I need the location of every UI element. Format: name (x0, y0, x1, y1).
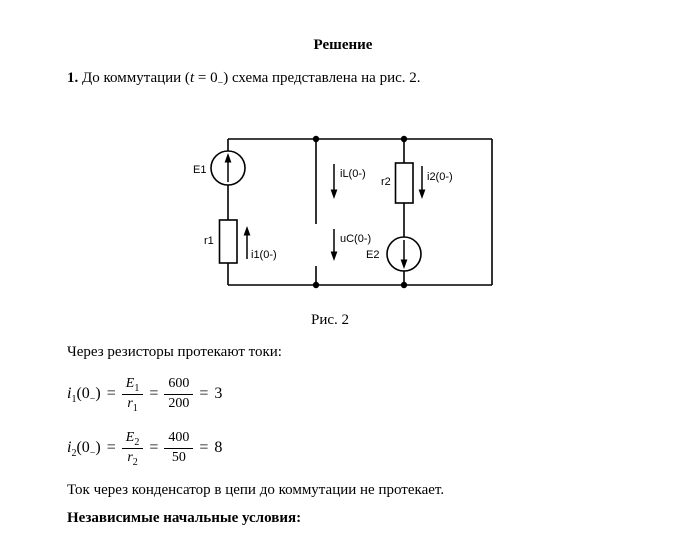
numeric-fraction: $\frac{600}{200}$ (164, 376, 193, 411)
figure-caption: Рис. 2 (310, 312, 350, 328)
label-iL: iL(0-) (340, 168, 366, 180)
equation-i1 (67, 372, 222, 416)
equals-sign: = (149, 385, 159, 402)
label-r2: r2 (381, 176, 391, 188)
intro-text-post: ) схема представлена на рис. 2. (223, 70, 421, 86)
current-i1-arrow-icon (244, 226, 251, 259)
current-i2-arrow-icon (419, 166, 426, 199)
equals-sign: = (199, 385, 209, 402)
eq-lhs: $i_1(0_-)$ (67, 385, 101, 405)
capacitor-current-paragraph: Ток через конденсатор в цепи до коммутации не протекает. (67, 482, 445, 498)
list-number: 1. (67, 70, 79, 86)
equation-i2 (67, 426, 222, 470)
resistor-r2-symbol (396, 163, 414, 203)
eq-lhs: $i_2(0_-)$ (67, 439, 101, 459)
initial-conditions-heading: Независимые начальные условия: (67, 510, 302, 526)
equals-sign: = (149, 439, 159, 456)
label-r1: r1 (204, 235, 214, 247)
resistor-currents-paragraph: Через резисторы протекают токи: (67, 344, 282, 360)
label-i2: i2(0-) (427, 171, 453, 183)
voltage-uC-arrow-icon (331, 229, 338, 261)
intro-text-mid: = 0 (194, 70, 218, 86)
current-iL-arrow-icon (331, 164, 338, 199)
node-dot (401, 282, 407, 288)
intro-paragraph (67, 70, 421, 87)
zero-minus-subscript: − (217, 78, 224, 89)
node-dot (313, 136, 319, 142)
equals-sign: = (199, 439, 209, 456)
intro-text-pre: До коммутации ( (78, 70, 190, 86)
symbolic-fraction: $\frac{E_2}{r_2}$ (122, 430, 144, 465)
circuit-wires (228, 139, 492, 285)
equals-sign: = (106, 385, 116, 402)
resistor-r1-symbol (220, 220, 238, 263)
solution-title: Решение (313, 37, 373, 53)
circuit-diagram-figure (180, 130, 505, 295)
symbolic-fraction: $\frac{E_1}{r_1}$ (122, 376, 144, 411)
label-i1: i1(0-) (251, 249, 277, 261)
equation-result: 3 (214, 385, 223, 402)
label-uC: uC(0-) (340, 233, 372, 245)
label-E2: E2 (366, 249, 380, 261)
numeric-fraction: $\frac{400}{50}$ (164, 430, 193, 465)
node-dot (313, 282, 319, 288)
label-E1: E1 (193, 164, 207, 176)
node-dot (401, 136, 407, 142)
equals-sign: = (106, 439, 116, 456)
equation-result: 8 (214, 439, 223, 456)
time-variable: t (189, 70, 195, 86)
